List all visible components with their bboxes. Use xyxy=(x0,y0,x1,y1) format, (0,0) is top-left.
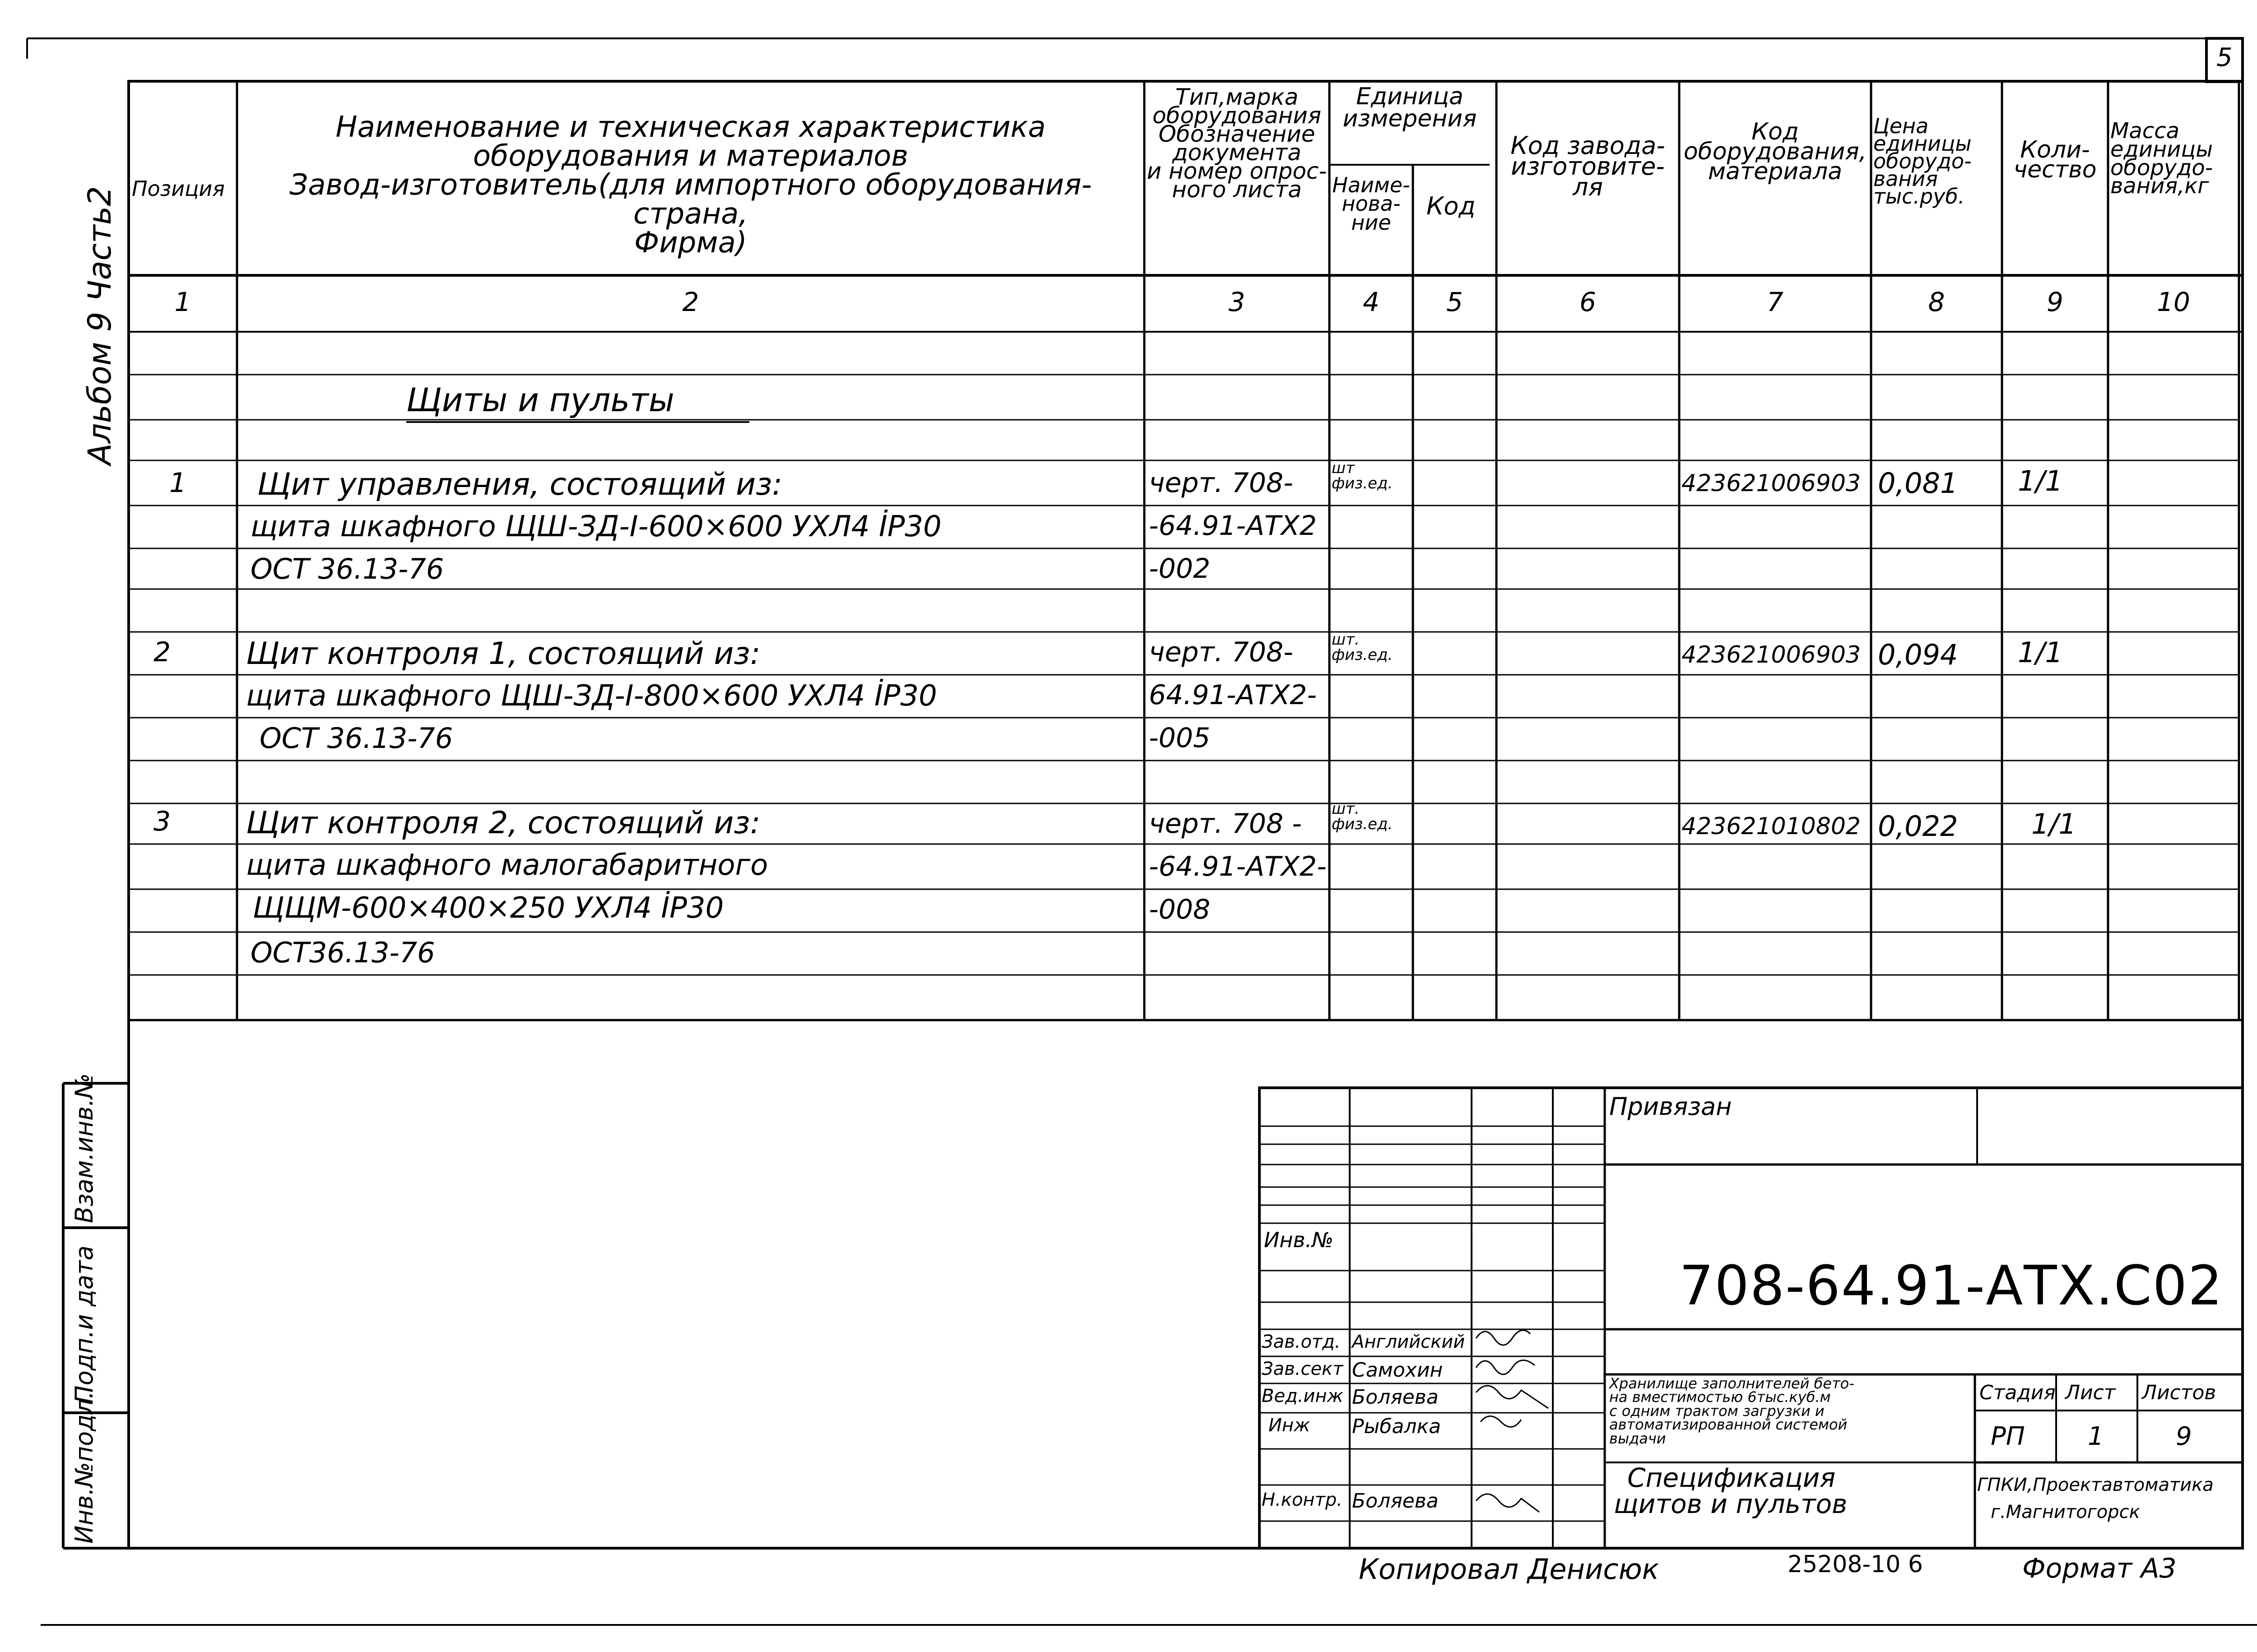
item-1-doc-1: черт. 708- xyxy=(1149,467,1293,499)
item-2-price: 0,094 xyxy=(1878,638,1958,671)
header-col2-line2: оборудования и материалов xyxy=(473,139,909,173)
inv-no-label: Инв.№ xyxy=(1264,1228,1334,1252)
header-col3-l3: Обозначение xyxy=(1158,121,1315,147)
role-1: Зав.отд. xyxy=(1262,1332,1341,1352)
item-3-line-1: Щит контроля 2, состоящий из: xyxy=(246,805,761,841)
item-2-doc-3: -005 xyxy=(1149,722,1211,754)
header-col6: Код завода-изготовите-ля xyxy=(1510,131,1665,201)
colnum-8: 8 xyxy=(1928,287,1945,317)
privyazan-label: Привязан xyxy=(1609,1092,1732,1121)
item-3-qty: 1/1 xyxy=(2031,807,2076,840)
header-col8-l5: тыс.руб. xyxy=(1873,184,1965,209)
item-1-unit: шт физ.ед. xyxy=(1332,459,1393,492)
header-col5: Код xyxy=(1426,192,1476,220)
header-col2-line3: Завод-изготовитель(для импортного оборудования- страна, xyxy=(289,168,1092,231)
sheet-title-1: Спецификация xyxy=(1627,1462,1836,1493)
header-col4: Наиме-нова-ние xyxy=(1332,173,1410,235)
item-2-line-3: ОСТ 36.13-76 xyxy=(260,722,453,755)
header-col3-l4: документа xyxy=(1172,139,1301,166)
item-2-pos: 2 xyxy=(153,636,171,668)
colnum-9: 9 xyxy=(2047,287,2063,317)
header-col3-l6: ного листа xyxy=(1172,176,1302,203)
document-designation: 708-64.91-АТХ.С02 xyxy=(1679,1255,2224,1318)
header-col3-l2: оборудования xyxy=(1152,102,1321,129)
side-stamp-podp-data: Подп.и дата xyxy=(70,1245,98,1404)
sheet-value: 1 xyxy=(2088,1422,2104,1451)
item-2-code: 423621006903 xyxy=(1681,641,1861,668)
item-1-doc-2: -64.91-АТХ2 xyxy=(1149,510,1317,542)
item-1-price: 0,081 xyxy=(1878,467,1958,500)
paper-format: Формат А3 xyxy=(2022,1553,2177,1584)
item-3-pos: 3 xyxy=(153,806,171,837)
header-col8-l4: вания xyxy=(1873,167,1938,191)
item-1-pos: 1 xyxy=(169,467,187,499)
sheets-label: Листов xyxy=(2142,1381,2216,1404)
colnum-2: 2 xyxy=(682,287,699,317)
item-2-line-1: Щит контроля 1, состоящий из: xyxy=(246,636,761,672)
item-1-line-1: Щит управления, состоящий из: xyxy=(257,467,783,502)
colnum-6: 6 xyxy=(1579,287,1596,317)
colnum-7: 7 xyxy=(1767,287,1783,317)
item-2-doc-1: черт. 708- xyxy=(1149,636,1293,668)
colnum-4: 4 xyxy=(1363,287,1379,317)
side-stamp-vzam-inv: Взам.инв.№ xyxy=(70,1073,98,1223)
sheet-label: Лист xyxy=(2065,1381,2116,1404)
header-col3-l1: Тип,марка xyxy=(1175,84,1299,110)
role-5: Н.контр. xyxy=(1262,1490,1342,1510)
object-name-2: на вместимостью 6тыс.куб.м xyxy=(1609,1388,1831,1406)
role-4: Инж xyxy=(1268,1415,1310,1436)
organization xyxy=(1977,1471,2214,1526)
colnum-5: 5 xyxy=(1446,287,1463,317)
item-1-qty: 1/1 xyxy=(2018,464,2063,497)
item-1-line-2: щита шкафного ЩШ-ЗД-I-600×600 УХЛ4 İР30 xyxy=(251,510,942,543)
colnum-10: 10 xyxy=(2157,287,2190,317)
header-col8-l3: оборудо- xyxy=(1873,149,1972,174)
header-unit-group: Единица измерения xyxy=(1342,83,1477,133)
item-3-doc-2: -64.91-АТХ2- xyxy=(1149,851,1327,882)
header-col8-l1: Цена xyxy=(1873,114,1929,138)
item-1-line-3: ОСТ 36.13-76 xyxy=(251,552,444,585)
side-stamp-inv-podl: Инв.№подл. xyxy=(70,1391,98,1544)
stage-value: РП xyxy=(1991,1422,2025,1451)
organization-2: г.Магнитогорск xyxy=(1991,1502,2140,1522)
item-3-doc-3: -008 xyxy=(1149,894,1211,925)
header-col9: Коли-чество xyxy=(2013,136,2097,184)
item-3-line-2: щита шкафного малогабаритного xyxy=(246,849,768,882)
item-3-price: 0,022 xyxy=(1878,810,1958,843)
sheet-title xyxy=(1614,1462,1848,1519)
sheet-title-2: щитов и пультов xyxy=(1614,1489,1848,1519)
item-1-code: 423621006903 xyxy=(1681,470,1861,497)
role-2: Зав.сект xyxy=(1262,1359,1343,1379)
sheets-value: 9 xyxy=(2176,1422,2192,1451)
header-col8 xyxy=(1873,114,2000,209)
item-2-unit: шт. физ.ед. xyxy=(1332,631,1393,664)
header-col2 xyxy=(237,111,1144,260)
organization-1: ГПКИ,Проектавтоматика xyxy=(1977,1475,2214,1495)
album-label: Альбом 9 Часть2 xyxy=(81,186,118,465)
copied-by: Копировал Денисюк xyxy=(1359,1553,1659,1586)
item-1-doc-3: -002 xyxy=(1149,553,1211,585)
name-3: Боляева xyxy=(1352,1386,1439,1409)
header-col8-l2: единицы xyxy=(1873,131,1972,156)
item-2-line-2: щита шкафного ЩШ-ЗД-I-800×600 УХЛ4 İР30 xyxy=(246,679,937,713)
header-col10: Масса единицы оборудо-вания,кг xyxy=(2110,118,2213,199)
object-name xyxy=(1609,1377,1854,1445)
colnum-1: 1 xyxy=(174,287,191,317)
name-5: Боляева xyxy=(1352,1490,1439,1513)
header-col7: Код оборудования, материала xyxy=(1683,118,1867,186)
object-name-1: Хранилище заполнителей бето- xyxy=(1609,1375,1854,1392)
item-2-doc-2: 64.91-АТХ2- xyxy=(1149,679,1317,711)
header-position: Позиция xyxy=(132,176,225,201)
name-4: Рыбалка xyxy=(1352,1415,1441,1438)
sheet-number: 5 xyxy=(2216,43,2233,72)
header-col2-line4: Фирма) xyxy=(634,226,747,260)
name-2: Самохин xyxy=(1352,1359,1443,1382)
colnum-3: 3 xyxy=(1228,287,1245,317)
object-name-5: выдачи xyxy=(1609,1429,1666,1447)
object-name-3: с одним трактом загрузки и xyxy=(1609,1402,1825,1420)
item-3-line-4: ОСТ36.13-76 xyxy=(251,936,435,969)
item-3-unit: шт. физ.ед. xyxy=(1332,800,1393,833)
item-3-doc-1: черт. 708 - xyxy=(1149,808,1302,840)
header-col3 xyxy=(1147,84,1327,203)
name-1: Английский xyxy=(1352,1332,1465,1352)
header-col2-line1: Наименование и техническая характеристика xyxy=(335,111,1046,144)
object-name-4: автоматизированной системой xyxy=(1609,1416,1848,1434)
order-number: 25208-10 6 xyxy=(1788,1551,1923,1578)
header-col3-l5: и номер опрос- xyxy=(1147,158,1327,184)
stage-label: Стадия xyxy=(1979,1381,2056,1404)
item-2-qty: 1/1 xyxy=(2018,636,2063,669)
item-3-line-3: ЩЩМ-600×400×250 УХЛ4 İР30 xyxy=(253,891,724,925)
section-title: Щиты и пульты xyxy=(406,381,674,419)
item-3-code: 423621010802 xyxy=(1681,813,1861,840)
role-3: Вед.инж xyxy=(1262,1386,1343,1406)
